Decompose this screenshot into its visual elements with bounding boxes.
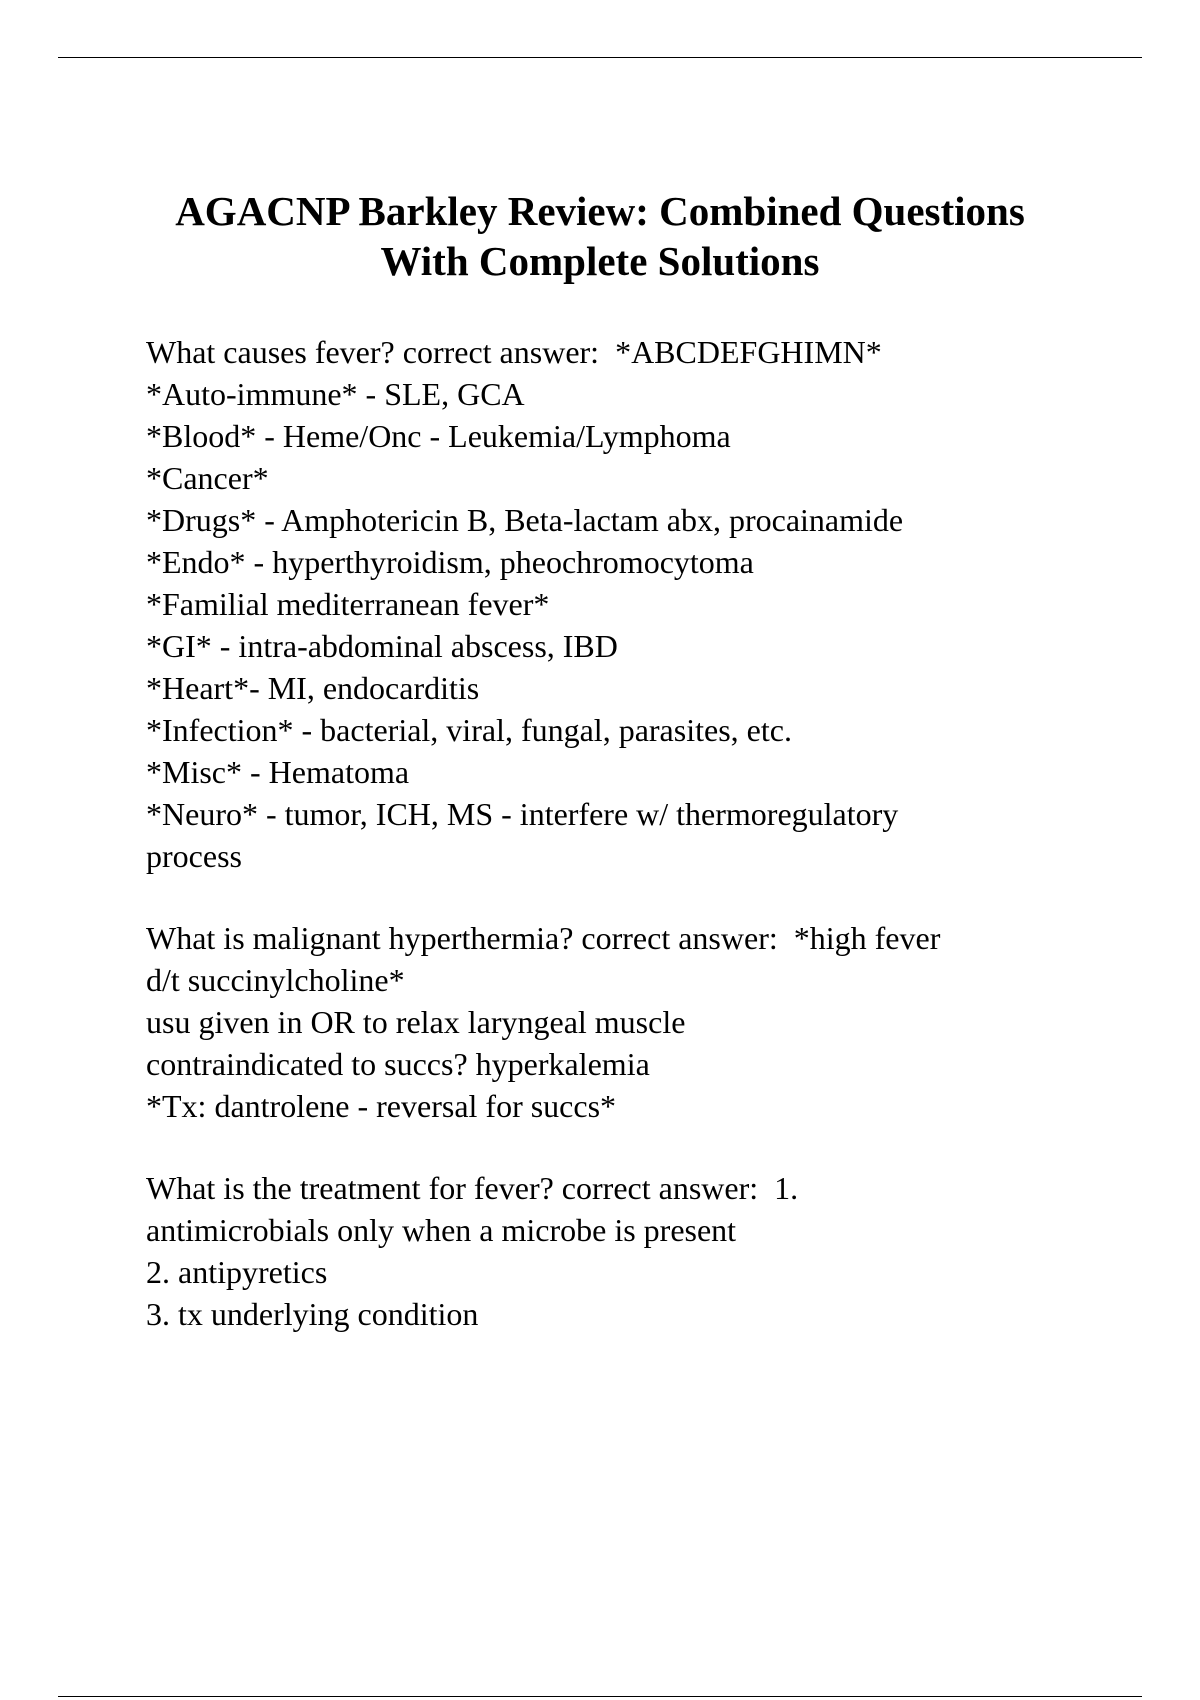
qa-line: *Tx: dantrolene - reversal for succs* — [146, 1088, 617, 1124]
title-line-1: AGACNP Barkley Review: Combined Questions — [175, 188, 1025, 234]
qa-line: *Neuro* - tumor, ICH, MS - interfere w/ thermoregulatory — [146, 796, 899, 832]
qa-line: *Endo* - hyperthyroidism, pheochromocytoma — [146, 544, 754, 580]
qa-line: antimicrobials only when a microbe is present — [146, 1212, 737, 1248]
qa-line: usu given in OR to relax laryngeal muscle — [146, 1004, 686, 1040]
qa-line: *Misc* - Hematoma — [146, 754, 410, 790]
qa-block-malignant-hyperthermia — [146, 917, 1076, 1127]
qa-line: *Drugs* - Amphotericin B, Beta-lactam abx, procainamide — [146, 502, 904, 538]
qa-block-fever-treatment — [146, 1167, 1076, 1335]
qa-line: *Heart*- MI, endocarditis — [146, 670, 480, 706]
qa-line: What is the treatment for fever? correct answer: 1. — [146, 1170, 799, 1206]
bottom-rule — [58, 1696, 1142, 1697]
qa-block-fever-causes — [146, 331, 1076, 877]
qa-line: d/t succinylcholine* — [146, 962, 405, 998]
document-body — [146, 331, 1076, 1375]
qa-line: *Cancer* — [146, 460, 269, 496]
qa-line: process — [146, 838, 242, 874]
top-rule — [58, 57, 1142, 58]
qa-line: *Blood* - Heme/Onc - Leukemia/Lymphoma — [146, 418, 731, 454]
qa-line: 2. antipyretics — [146, 1254, 328, 1290]
qa-line: *GI* - intra-abdominal abscess, IBD — [146, 628, 618, 664]
qa-line: *Auto-immune* - SLE, GCA — [146, 376, 525, 412]
qa-line: *Infection* - bacterial, viral, fungal, parasites, etc. — [146, 712, 792, 748]
title-line-2: With Complete Solutions — [380, 238, 820, 284]
document-title — [120, 186, 1080, 286]
qa-line: *Familial mediterranean fever* — [146, 586, 550, 622]
qa-line: What is malignant hyperthermia? correct answer: *high fever — [146, 920, 941, 956]
qa-line: 3. tx underlying condition — [146, 1296, 479, 1332]
qa-line: What causes fever? correct answer: *ABCDEFGHIMN* — [146, 334, 882, 370]
qa-line: contraindicated to succs? hyperkalemia — [146, 1046, 650, 1082]
